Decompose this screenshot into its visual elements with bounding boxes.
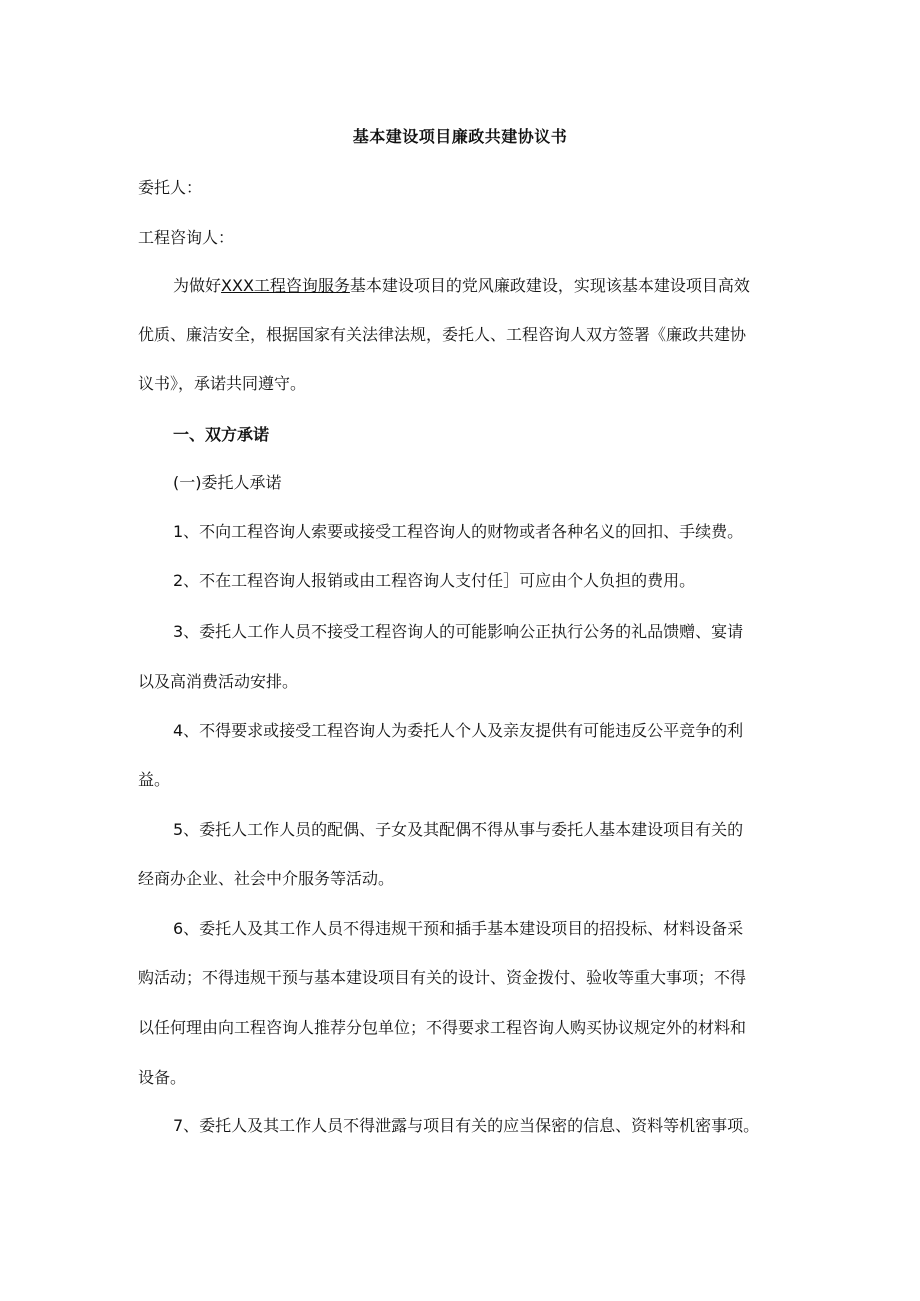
item-4-line-2: 益。 [138,770,171,789]
principal-label: 委托人： [138,178,203,197]
item-6-line-1: 6、委托人及其工作人员不得违规干预和插手基本建设项目的招投标、材料设备采 [173,919,744,938]
item-4-line-1: 4、不得要求或接受工程咨询人为委托人个人及亲友提供有可能违反公平竞争的利 [173,721,744,740]
section-heading: 一、双方承诺 [173,425,270,444]
consultant-label: 工程咨询人： [138,228,235,247]
item-2: 2、不在工程咨询人报销或由工程咨询人支付任］可应由个人负担的费用。 [173,571,696,590]
item-6-line-4: 设备。 [138,1068,187,1087]
item-6-line-2: 购活动；不得违规干预与基本建设项目有关的设计、资金拨付、验收等重大事项；不得 [138,968,747,987]
item-6-line-3: 以任何理由向工程咨询人推荐分包单位；不得要求工程咨询人购买协议规定外的材料和 [138,1018,747,1037]
item-3-line-2: 以及高消费活动安排。 [138,672,299,691]
project-name-underlined: XXX工程咨询服务 [221,276,350,295]
intro-suffix: 基本建设项目的党风廉政建设，实现该基本建设项目高效 [349,276,750,295]
item-3-line-1: 3、委托人工作人员不接受工程咨询人的可能影响公正执行公务的礼品馈赠、宴请 [173,622,744,641]
subsection-heading: (一)委托人承诺 [173,473,282,492]
item-5-line-2: 经商办企业、社会中介服务等活动。 [138,869,395,888]
document-title: 基本建设项目廉政共建协议书 [352,127,568,146]
item-1: 1、不向工程咨询人索要或接受工程咨询人的财物或者各种名义的回扣、手续费。 [173,522,744,541]
intro-line-3: 议书》，承诺共同遵守。 [138,374,307,393]
item-7: 7、委托人及其工作人员不得泄露与项目有关的应当保密的信息、资料等机密事项。 [173,1116,760,1135]
item-5-line-1: 5、委托人工作人员的配偶、子女及其配偶不得从事与委托人基本建设项目有关的 [173,820,744,839]
intro-line-1 [173,274,750,298]
intro-prefix: 为做好 [173,276,222,295]
intro-line-2: 优质、廉洁安全，根据国家有关法律法规，委托人、工程咨询人双方签署《廉政共建协 [138,325,747,344]
